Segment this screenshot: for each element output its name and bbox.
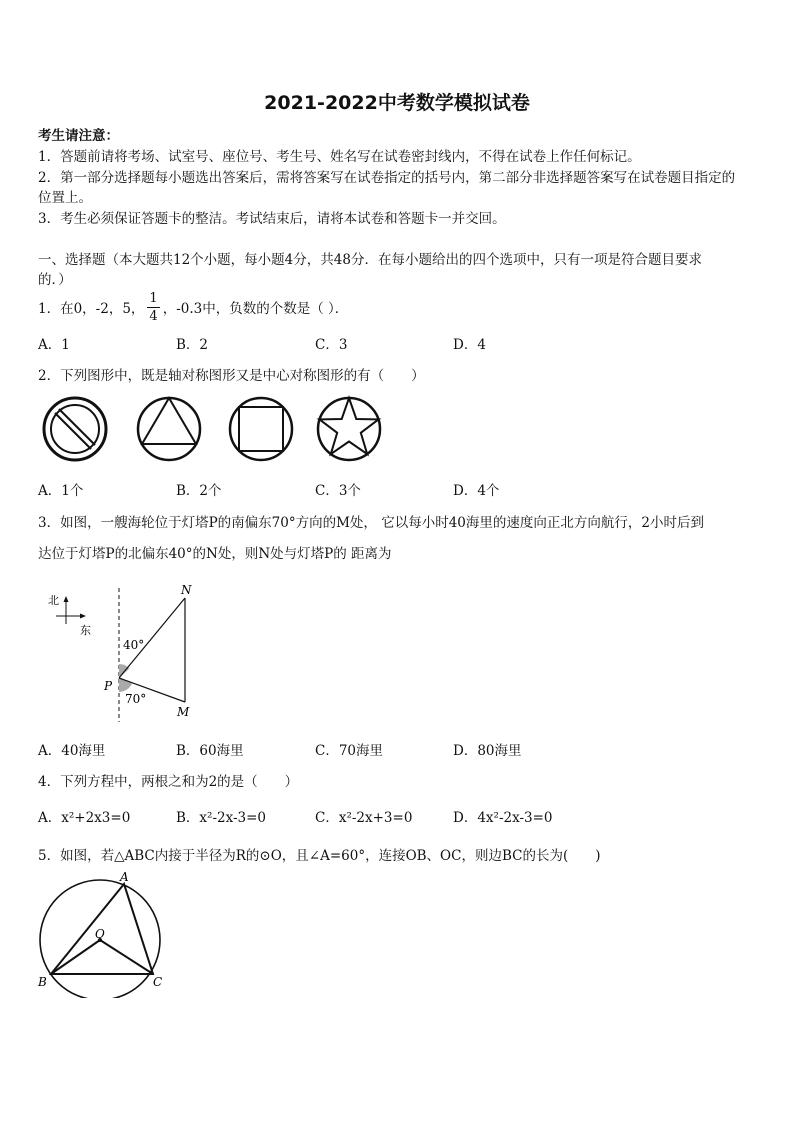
q4-option-b: B．x²-2x-3=0 bbox=[176, 810, 267, 826]
question-1 bbox=[38, 287, 348, 327]
q1-fraction-denominator: 4 bbox=[149, 308, 158, 324]
q5-segment-oc bbox=[100, 940, 153, 974]
notice-line-3: 3．考生必须保证答题卡的整洁。考试结束后，请将本试卷和答题卡一并交回。 bbox=[38, 211, 506, 227]
q2-option-b: B．2个 bbox=[176, 483, 222, 499]
q5-point-o: O bbox=[95, 927, 105, 941]
q3-option-a: A．40海里 bbox=[38, 743, 106, 759]
q3-point-p: P bbox=[104, 679, 113, 693]
question-2: 2．下列图形中，既是轴对称图形又是中心对称图形的有（ ） bbox=[38, 368, 425, 384]
q2-option-a: A．1个 bbox=[38, 483, 84, 499]
q1-option-b: B．2 bbox=[176, 337, 209, 353]
q5-point-a: A bbox=[120, 870, 129, 884]
q4-option-d: D．4x²-2x-3=0 bbox=[453, 810, 553, 826]
q2-figure-circle-star bbox=[318, 398, 380, 460]
q3-angle-70-label: 70° bbox=[125, 692, 147, 706]
q2-option-c: C．3个 bbox=[315, 483, 361, 499]
notice-line-1: 1．答题前请将考场、试室号、座位号、考生号、姓名写在试卷密封线内，不得在试卷上作任何标记。 bbox=[38, 149, 641, 165]
q3-option-b: B．60海里 bbox=[176, 743, 244, 759]
q1-prefix: 1．在0，-2，5， bbox=[38, 301, 145, 317]
q1-fraction-numerator: 1 bbox=[149, 290, 158, 306]
section-header-line-1: 一、选择题（本大题共12个小题，每小题4分，共48分．在每小题给出的四个选项中，只有一项是符合题目要求 bbox=[38, 252, 702, 268]
q4-option-c: C．x²-2x+3=0 bbox=[315, 810, 413, 826]
q3-north-label: 北 bbox=[48, 594, 59, 607]
q2-option-d: D．4个 bbox=[453, 483, 500, 499]
q3-option-d: D．80海里 bbox=[453, 743, 522, 759]
q2-figures bbox=[38, 390, 384, 466]
notice-line-2b: 位置上。 bbox=[38, 190, 92, 206]
notice-heading: 考生请注意： bbox=[38, 128, 119, 144]
question-3-line-1: 3．如图，一艘海轮位于灯塔P的南偏东70°方向的M处， 它以每小时40海里的速度向正北方向航行，2小时后到 bbox=[38, 515, 704, 531]
q5-point-c: C bbox=[153, 975, 163, 989]
q3-point-m: M bbox=[177, 705, 190, 719]
q1-option-d: D．4 bbox=[453, 337, 486, 353]
q2-figure-circle-square bbox=[230, 398, 292, 460]
q1-suffix: ，-0.3中，负数的个数是（ ）． bbox=[162, 301, 349, 317]
q1-option-a: A．1 bbox=[38, 337, 70, 353]
q1-option-c: C．3 bbox=[315, 337, 348, 353]
q2-figure-circle-diagonal bbox=[44, 398, 106, 460]
q3-point-n: N bbox=[181, 583, 192, 597]
question-3-line-2: 达位于灯塔P的北偏东40°的N处，则N处与灯塔P的 距离为 bbox=[38, 546, 392, 562]
q3-angle-40-label: 40° bbox=[123, 638, 145, 652]
q5-point-b: B bbox=[38, 975, 47, 989]
q3-figure bbox=[38, 582, 218, 722]
q3-east-label: 东 bbox=[80, 624, 91, 637]
q4-option-a: A．x²+2x3=0 bbox=[38, 810, 131, 826]
q2-figure-circle-triangle bbox=[138, 398, 200, 460]
question-4: 4．下列方程中，两根之和为2的是（ ） bbox=[38, 774, 299, 790]
question-5: 5．如图，若△ABC内接于半径为R的⊙O，且∠A=60°，连接OB、OC，则边BC的长为( ) bbox=[38, 848, 601, 864]
q3-compass bbox=[48, 594, 91, 637]
q1-fraction bbox=[147, 292, 159, 323]
notice-line-2a: 2．第一部分选择题每小题选出答案后，需将答案写在试卷指定的括号内，第二部分非选择题答案写在试卷题目指定的 bbox=[38, 170, 736, 186]
q5-figure bbox=[32, 868, 172, 998]
page-title: 2021-2022中考数学模拟试卷 bbox=[264, 92, 530, 114]
q3-option-c: C．70海里 bbox=[315, 743, 384, 759]
section-header-line-2: 的．） bbox=[38, 272, 72, 288]
